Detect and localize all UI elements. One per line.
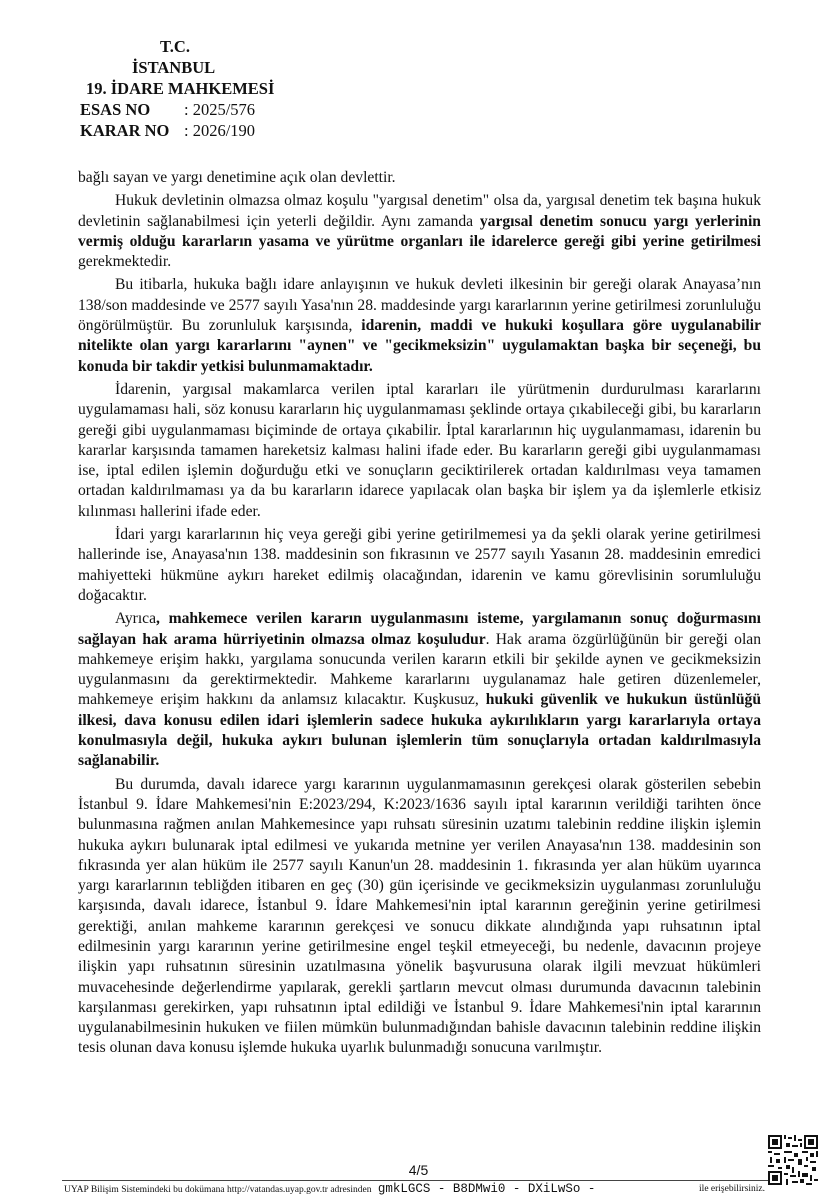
bold-text-segment: , mahkemece verilen kararın uygulanmasını isteme, yargılamanın sonuç doğurmasını sağlayan hak arama hürriyetinin olmazsa olmaz koşuludur — [78, 610, 761, 648]
text-segment: Bu durumda, davalı idarece yargı kararının uygulanmamasının gerekçesi olarak gösterilen sebebin İstanbul 9. İdare Mahkemesi'nin E:2023/294, K:2023/1636 sayılı iptal kararının verildiği tarihten önce bulunmasına rağmen anılan Mahkemesince yapı ruhsatı süresinin uzatımı talebinin reddine ilişkin işlemin hukuka aykırı bulunarak iptal edilmesi ve yukarıda metnine yer verilen Anayasa'nın 138. maddesinin son fıkrasında yer alan hüküm ile 2577 sayılı Kanun'un 28. maddesinin 1. fıkrasında yer alan hüküm uyarınca yargı kararlarının tebliğden itibaren en geç (30) gün içerisinde ve gecikmeksizin uygulanması zorunluluğu karşısında, davalı idarece, İstanbul 9. İdare Mahkemesi'nin iptal kararının gereğinin yerine getirilmesi gerektiği, anılan mahkeme kararının gerekçesi ve sonucu dikkate alındığında yapı ruhsatının iptal edilmesinin yargı kararının yerine getirilmesine engel teşkil etmeyeceği, bu nedenle, davacının projeye ilişkin yapı ruhsatının süresinin uzatılmasına yönelik başvurusuna olarak ilgili mevzuat hükümleri muvacehesinde değerlendirme yapılarak, gerekli şartların mevcut olması durumunda davacının talebinin karşılanması gerekirken, yapı ruhsatının iptal edildiği ve İstanbul 9. İdare Mahkemesi'nin iptal kararının uygulanabilmesinin hukuken ve fiilen mümkün bulunmadığından bahisle davacının talebinin reddine ilişkin tesis olunan dava konusu işlemde hukuka uyarlık bulunmadığı sonucuna varılmıştır. — [78, 775, 761, 1057]
footer-divider — [62, 1180, 775, 1181]
karar-value: : 2026/190 — [184, 121, 256, 140]
karar-label: KARAR NO — [80, 121, 170, 140]
esas-row — [80, 99, 274, 120]
body-paragraph — [78, 168, 761, 188]
text-segment: gerekmektedir. — [78, 253, 172, 271]
text-segment: Hukuk devletinin olmazsa olmaz koşulu "yargısal denetim" olsa da, yargısal denetim tek başına hukuk devletinin sağlanabilmesi için yeterli değildir. Aynı zamanda — [78, 192, 761, 230]
text-segment: . Hak arama özgürlüğünün bir gereği olan mahkemeye erişim hakkı, yargılama sonucunda verilen kararın etkili bir şekilde aynen ve gecikmeksizin uygulanmasını da gerektirmektedir. Mahkeme kararlarını uygulanamaz hale getiren düzenlemeler, mahkemeye erişim hakkını da anlamsız kılacaktır. Kuşkusuz, — [78, 630, 761, 709]
body-paragraph — [78, 380, 761, 522]
header-city: İSTANBUL — [132, 58, 216, 77]
esas-value: : 2025/576 — [184, 100, 256, 119]
page-footer — [0, 1160, 837, 1200]
verification-code: gmkLGCS - B8DMwi0 - DXiLwSo - — [377, 1182, 596, 1196]
text-segment: İdarenin, yargısal makamlarca verilen iptal kararları ile yürütmenin durdurulması kararlarını uygulamaması hali, söz konusu kararların hiç uygulanmaması şeklinde ortaya çıkabileceği gibi, bu kararların gereği gibi uygulanmaması biçiminde de ortaya çıkabilir. İptal kararlarının hiç uygulanmaması, idarenin bu kararlar karşısında tamamen hareketsiz kalması halini ifade eder. Bu kararların gereği gibi uygulanmaması ise, iptal edilen işlemin doğurduğu etki ve sonuçların geciktirilerek ortadan kaldırılması veya tamamen ortadan kaldırılmaması ya da bu kararların idarece yapılacak olan başka bir işlem ya da işlemlerle etkisiz kılınması hallerini ifade eder. — [78, 380, 761, 520]
body-paragraph — [78, 775, 761, 1059]
text-segment: Bu itibarla, hukuka bağlı idare anlayışının ve hukuk devleti ilkesinin bir gereği olarak Anayasa’nın 138/son maddesinde ve 2577 sayılı Yasa'nın 28. maddesinde yargı kararlarının yerine getirilmesi zorunluluğu öngörülmüştür. Bu zorunluluk karşısında, — [78, 276, 761, 335]
bold-text-segment: yargısal denetim sonucu yargı yerlerinin vermiş olduğu kararların yasama ve yürütme organları ile idarelerce gereği gibi yerine getirilmesi — [78, 212, 761, 250]
body-paragraph — [78, 609, 761, 771]
text-segment: Ayrıca — [115, 610, 156, 628]
text-segment: bağlı sayan ve yargı denetimine açık olan devlettir. — [78, 169, 396, 186]
header-court: 19. İDARE MAHKEMESİ — [86, 79, 275, 98]
bold-text-segment: hukuki güvenlik ve hukukun üstünlüğü ilkesi, dava konusu edilen idari işlemlerin sadece hukuka aykırılıkların yargı kararlarıyla ortaya konulmasıyla değil, hukuka aykırı bulunan işlemlerin tüm sonuçlarıyla ortadan kaldırılmasıyla sağlanabilir. — [78, 691, 762, 770]
document-body — [78, 168, 761, 1062]
uyap-notice-end: ile erişebilirsiniz. — [699, 1184, 765, 1194]
esas-label: ESAS NO — [80, 100, 151, 119]
body-paragraph — [78, 191, 761, 272]
body-paragraph — [78, 275, 761, 376]
text-segment: İdari yargı kararlarının hiç veya gereği gibi yerine getirilmemesi ya da şekli olarak yerine getirilmesi hallerinde ise, Anayasa'nın 138. maddesinin son fıkrasının ve 2577 sayılı Yasanın 28. maddesinin emredici mahiyetteki hükmüne aykırı hareket edilmiş olacağından, idarenin ve kamu görevlisinin sorumluluğu doğacaktır. — [78, 526, 761, 604]
bold-text-segment: idarenin, maddi ve hukuki koşullara göre uygulanabilir nitelikte olan yargı kararlarını "aynen" ve "gecikmeksizin" uygulamaktan başka bir seçeneği, bu konuda bir takdir yetkisi bulunmamaktadır. — [78, 317, 761, 375]
header-tc: T.C. — [160, 37, 190, 56]
document-header — [80, 36, 274, 141]
karar-row — [80, 120, 274, 141]
qr-code-icon — [768, 1135, 818, 1185]
uyap-notice-text: UYAP Bilişim Sistemindeki bu dokümana http://vatandas.uyap.gov.tr adresinden — [64, 1185, 372, 1195]
body-paragraph — [78, 525, 761, 606]
page-number: 4/5 — [408, 1162, 429, 1178]
uyap-notice — [64, 1182, 599, 1196]
